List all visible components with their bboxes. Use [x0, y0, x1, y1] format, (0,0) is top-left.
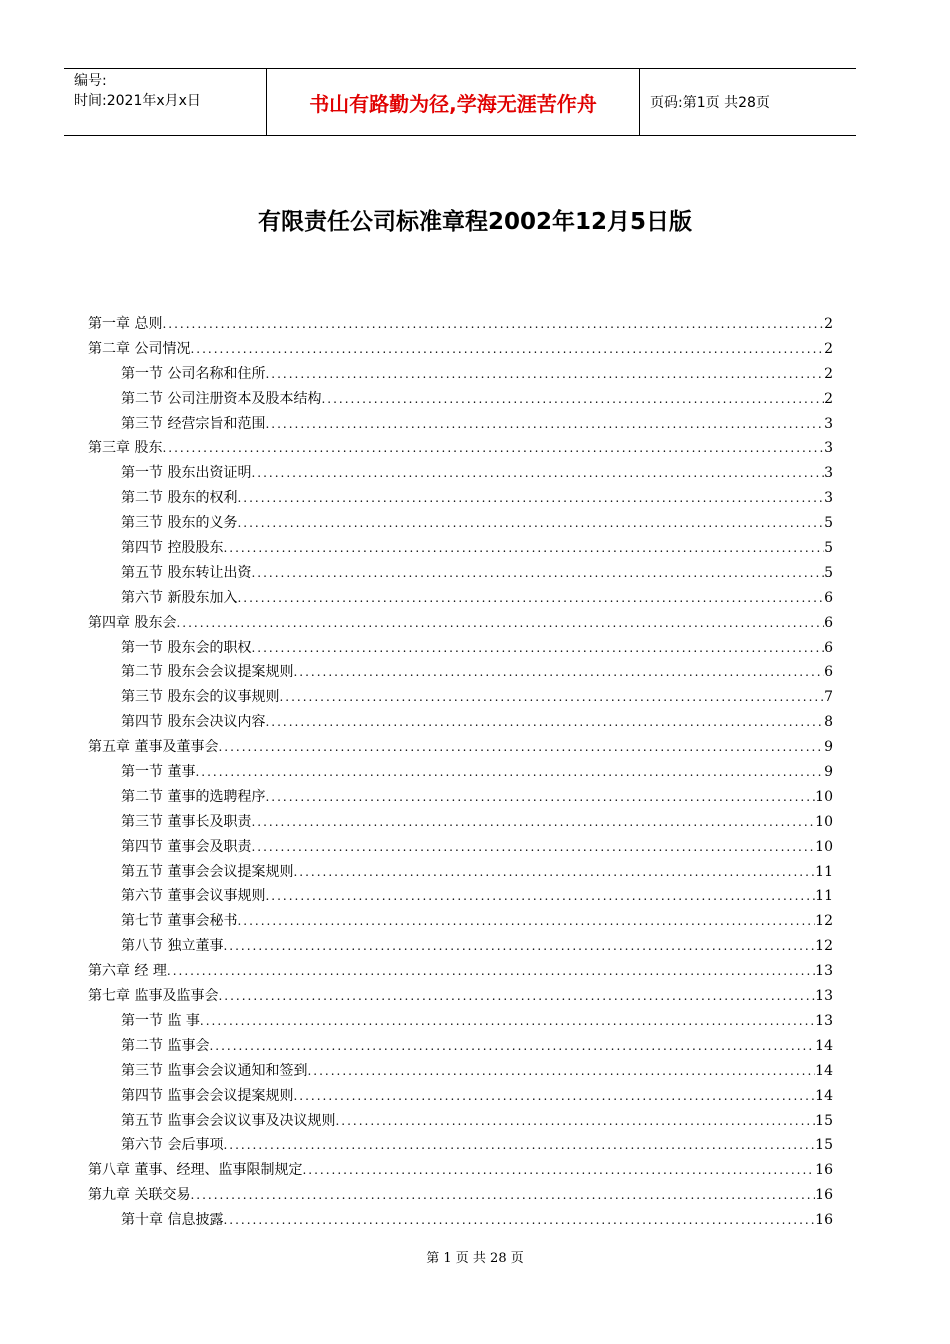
toc-leader-dots [223, 541, 824, 555]
toc-entry[interactable] [88, 437, 833, 462]
toc-entry-page: 2 [824, 316, 833, 332]
toc-entry[interactable] [88, 661, 833, 686]
toc-entry[interactable] [88, 388, 833, 413]
toc-leader-dots [279, 690, 824, 704]
toc-entry-page: 8 [824, 714, 833, 731]
toc-entry-label: 第四节 控股股东 [121, 540, 224, 557]
toc-entry-page: 15 [815, 1137, 833, 1154]
toc-entry-page: 14 [815, 1037, 833, 1054]
toc-entry[interactable] [88, 686, 833, 711]
toc-entry[interactable] [88, 1110, 833, 1135]
toc-entry[interactable] [88, 960, 833, 985]
toc-leader-dots [293, 1089, 815, 1103]
toc-entry-label: 第一节 股东出资证明 [121, 465, 252, 482]
toc-entry[interactable] [88, 811, 833, 836]
toc-entry-page: 16 [815, 1212, 833, 1229]
toc-entry-page: 6 [824, 589, 833, 606]
toc-entry-label: 第一节 监 事 [121, 1012, 200, 1029]
toc-entry-label: 第一节 公司名称和住所 [121, 365, 266, 382]
toc-entry[interactable] [88, 1035, 833, 1060]
toc-entry-label: 第一节 董事 [121, 764, 196, 781]
toc-leader-dots [176, 616, 824, 630]
toc-entry-label: 第八章 董事、经理、监事限制规定 [88, 1162, 303, 1179]
toc-leader-dots [251, 466, 824, 480]
toc-entry-label: 第一节 股东会的职权 [121, 639, 252, 656]
toc-leader-dots [265, 790, 815, 804]
toc-entry-page: 6 [824, 614, 833, 631]
toc-leader-dots [162, 317, 824, 331]
toc-entry-label: 第十章 信息披露 [121, 1212, 224, 1229]
toc-leader-dots [167, 964, 815, 978]
toc-entry-label: 第五节 股东转让出资 [121, 564, 252, 581]
toc-entry-page: 10 [815, 813, 833, 830]
toc-entry-label: 第六节 董事会议事规则 [121, 888, 266, 905]
toc-entry[interactable] [88, 313, 833, 338]
toc-leader-dots [162, 441, 824, 455]
toc-entry-page: 10 [815, 838, 833, 855]
toc-leader-dots [200, 1014, 815, 1028]
toc-entry-page: 9 [824, 739, 833, 756]
toc-leader-dots [307, 1064, 815, 1078]
toc-entry-page: 14 [815, 1062, 833, 1079]
toc-entry-label: 第四章 股东会 [88, 614, 177, 631]
toc-entry[interactable] [88, 861, 833, 886]
toc-entry[interactable] [88, 562, 833, 587]
toc-entry-page: 11 [815, 863, 833, 880]
toc-entry[interactable] [88, 786, 833, 811]
toc-leader-dots [265, 889, 815, 903]
toc-entry-page: 5 [824, 515, 833, 532]
toc-leader-dots [190, 342, 824, 356]
toc-entry-label: 第二节 股东会会议提案规则 [121, 664, 294, 681]
toc-entry[interactable] [88, 363, 833, 388]
toc-entry-page: 2 [824, 390, 833, 407]
table-of-contents [88, 313, 833, 1234]
toc-entry[interactable] [88, 637, 833, 662]
toc-entry-page: 13 [815, 1012, 833, 1029]
toc-entry-label: 第三节 经营宗旨和范围 [121, 415, 266, 432]
toc-leader-dots [237, 914, 815, 928]
toc-entry-label: 第四节 监事会会议提案规则 [121, 1087, 294, 1104]
toc-entry-page: 3 [824, 415, 833, 432]
toc-leader-dots [293, 665, 824, 679]
toc-leader-dots [218, 740, 824, 754]
toc-entry-page: 6 [824, 639, 833, 656]
toc-leader-dots [237, 516, 824, 530]
toc-entry[interactable] [88, 985, 833, 1010]
toc-entry-page: 6 [824, 664, 833, 681]
toc-entry[interactable] [88, 512, 833, 537]
toc-entry[interactable] [88, 836, 833, 861]
toc-entry-page: 3 [824, 465, 833, 482]
toc-entry-label: 第三节 董事长及职责 [121, 813, 252, 830]
toc-entry-page: 2 [824, 365, 833, 382]
toc-entry-label: 第三节 股东的义务 [121, 515, 238, 532]
toc-leader-dots [223, 1138, 815, 1152]
toc-entry-label: 第二节 董事的选聘程序 [121, 788, 266, 805]
toc-entry-page: 14 [815, 1087, 833, 1104]
toc-entry-label: 第二节 股东的权利 [121, 490, 238, 507]
toc-entry[interactable] [88, 413, 833, 438]
toc-leader-dots [223, 1213, 815, 1227]
toc-leader-dots [251, 641, 824, 655]
toc-entry-label: 第一章 总则 [88, 316, 163, 332]
toc-entry[interactable] [88, 1184, 833, 1209]
toc-entry[interactable] [88, 935, 833, 960]
toc-entry[interactable] [88, 612, 833, 637]
toc-leader-dots [209, 1039, 815, 1053]
toc-entry-label: 第五章 董事及董事会 [88, 739, 219, 756]
toc-entry-page: 7 [824, 689, 833, 706]
toc-entry-label: 第二节 公司注册资本及股本结构 [121, 390, 322, 407]
toc-entry-label: 第五节 监事会会议议事及决议规则 [121, 1112, 336, 1129]
document-title: 有限责任公司标准章程2002年12月5日版 [257, 209, 693, 235]
toc-entry-page: 16 [815, 1162, 833, 1179]
toc-entry-label: 第四节 股东会决议内容 [121, 714, 266, 731]
toc-entry-label: 第六节 会后事项 [121, 1137, 224, 1154]
toc-entry-label: 第五节 董事会会议提案规则 [121, 863, 294, 880]
toc-entry-page: 9 [824, 764, 833, 781]
toc-entry[interactable] [88, 587, 833, 612]
toc-entry-label: 第三章 股东 [88, 440, 163, 457]
toc-entry-label: 第二节 监事会 [121, 1037, 210, 1054]
toc-entry-page: 13 [815, 963, 833, 980]
toc-entry[interactable] [88, 711, 833, 736]
toc-entry-label: 第七章 监事及监事会 [88, 988, 219, 1005]
toc-entry-page: 5 [824, 564, 833, 581]
header-motto: 书山有路勤为径,学海无涯苦作舟 [266, 69, 640, 135]
toc-leader-dots [223, 939, 815, 953]
toc-leader-dots [265, 367, 824, 381]
toc-entry-label: 第七节 董事会秘书 [121, 913, 238, 930]
toc-leader-dots [218, 989, 815, 1003]
toc-leader-dots [190, 1188, 815, 1202]
toc-leader-dots [265, 417, 824, 431]
toc-leader-dots [335, 1114, 815, 1128]
toc-entry[interactable] [88, 1085, 833, 1110]
toc-leader-dots [237, 591, 824, 605]
toc-entry[interactable] [88, 736, 833, 761]
header-meta [64, 69, 266, 135]
toc-leader-dots [265, 715, 824, 729]
number-label: 编号: [74, 73, 107, 89]
toc-entry-page: 2 [824, 340, 833, 357]
toc-entry[interactable] [88, 910, 833, 935]
toc-entry[interactable] [88, 487, 833, 512]
time-label: 时间:2021年x月x日 [74, 93, 201, 109]
toc-entry[interactable] [88, 885, 833, 910]
toc-entry-page: 3 [824, 490, 833, 507]
toc-entry[interactable] [88, 537, 833, 562]
toc-entry[interactable] [88, 1134, 833, 1159]
toc-entry-label: 第三节 股东会的议事规则 [121, 689, 280, 706]
toc-entry-page: 15 [815, 1112, 833, 1129]
toc-entry[interactable] [88, 1010, 833, 1035]
toc-entry[interactable] [88, 462, 833, 487]
toc-leader-dots [251, 815, 815, 829]
toc-entry[interactable] [88, 1209, 833, 1234]
toc-entry-label: 第二章 公司情况 [88, 340, 191, 357]
document-header [64, 68, 856, 136]
toc-entry-label: 第三节 监事会会议通知和签到 [121, 1062, 308, 1079]
toc-entry[interactable] [88, 1060, 833, 1085]
toc-entry-label: 第八节 独立董事 [121, 938, 224, 955]
toc-entry-page: 5 [824, 540, 833, 557]
toc-entry-page: 3 [824, 440, 833, 457]
toc-leader-dots [321, 392, 824, 406]
toc-entry-label: 第四节 董事会及职责 [121, 838, 252, 855]
toc-leader-dots [251, 840, 815, 854]
toc-entry-page: 11 [815, 888, 833, 905]
toc-entry[interactable] [88, 761, 833, 786]
toc-entry-label: 第六节 新股东加入 [121, 589, 238, 606]
toc-entry-page: 10 [815, 788, 833, 805]
toc-entry[interactable] [88, 338, 833, 363]
toc-entry-page: 12 [815, 913, 833, 930]
toc-entry-page: 13 [815, 988, 833, 1005]
toc-entry[interactable] [88, 1159, 833, 1184]
toc-leader-dots [251, 566, 824, 580]
toc-entry-page: 16 [815, 1187, 833, 1204]
toc-entry-page: 12 [815, 938, 833, 955]
toc-leader-dots [293, 865, 815, 879]
page-footer: 第 1 页 共 28 页 [426, 1251, 524, 1266]
toc-entry-label: 第六章 经 理 [88, 963, 167, 980]
toc-leader-dots [302, 1163, 815, 1177]
header-page-info: 页码:第1页 共28页 [650, 95, 770, 111]
toc-leader-dots [195, 765, 824, 779]
toc-entry-label: 第九章 关联交易 [88, 1187, 191, 1204]
toc-leader-dots [237, 491, 824, 505]
